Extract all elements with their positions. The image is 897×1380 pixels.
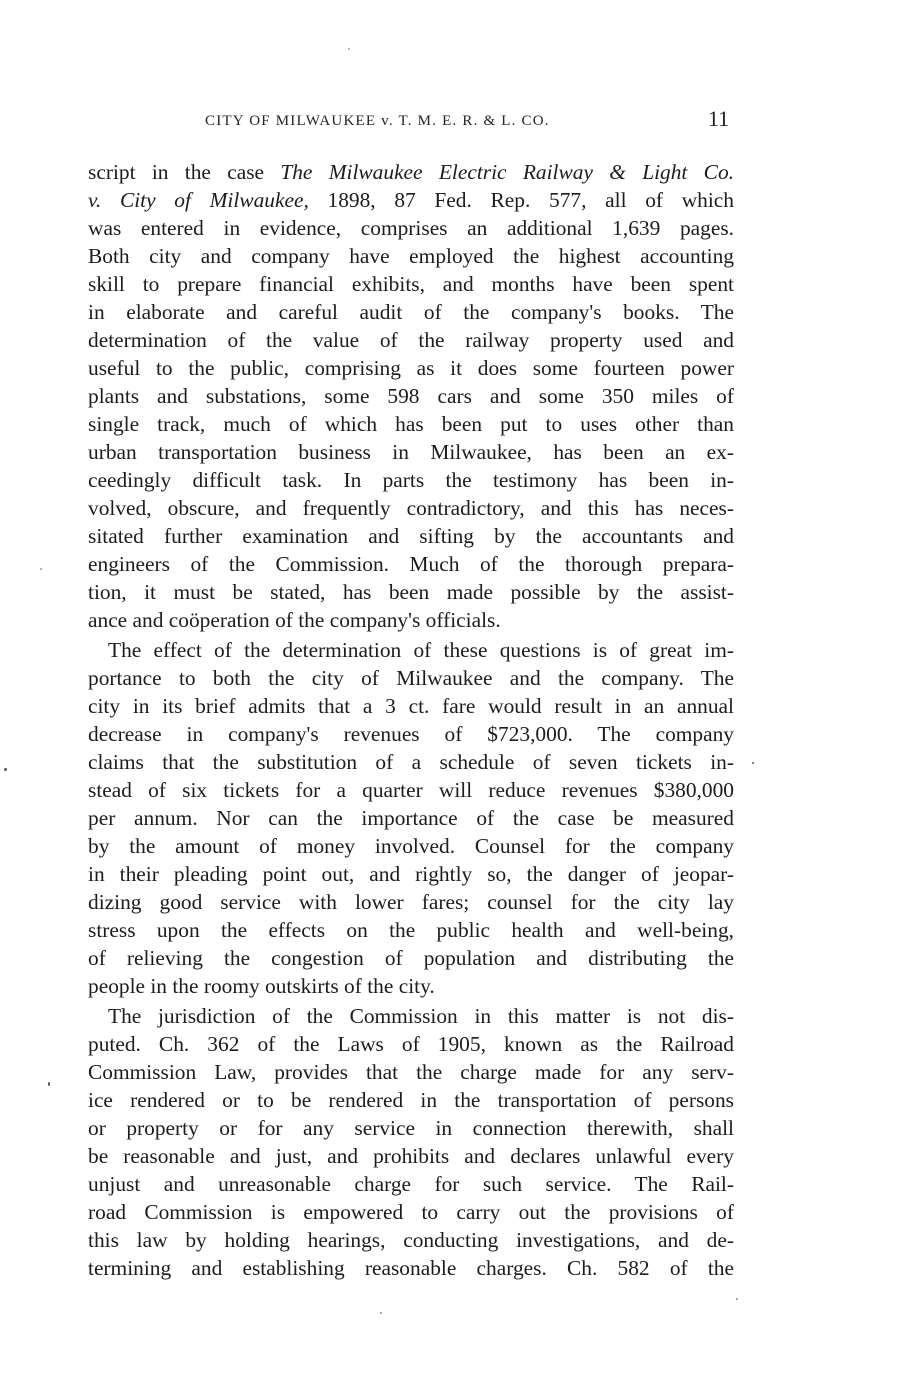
text-line: tion, it must be stated, has been made possible by the assist- (88, 580, 734, 604)
scan-speck (348, 48, 350, 50)
scan-speck (736, 1298, 738, 1300)
text-line: road Commission is empowered to carry out the provisions of (88, 1200, 734, 1224)
scan-speck (48, 1082, 50, 1086)
scan-speck (380, 1312, 382, 1314)
text-line: by the amount of money involved. Counsel for the company (88, 834, 734, 858)
scan-speck (40, 568, 42, 570)
text-line: Both city and company have employed the highest accounting (88, 244, 734, 268)
text-line: Commission Law, provides that the charge made for any serv- (88, 1060, 734, 1084)
text-line: determination of the value of the railway property used and (88, 328, 734, 352)
running-head: CITY OF MILWAUKEE v. T. M. E. R. & L. CO. (205, 113, 550, 129)
page-number: 11 (708, 106, 730, 131)
text-line: portance to both the city of Milwaukee and the company. The (88, 666, 734, 690)
scan-speck (4, 768, 7, 771)
text-line: single track, much of which has been put to uses other than (88, 412, 734, 436)
text-line: of relieving the congestion of population and distributing the (88, 946, 734, 970)
text-line: puted. Ch. 362 of the Laws of 1905, known as the Railroad (88, 1032, 734, 1056)
text-line: skill to prepare financial exhibits, and months have been spent (88, 272, 734, 296)
text-line: termining and establishing reasonable charges. Ch. 582 of the (88, 1256, 734, 1280)
text-line: stead of six tickets for a quarter will reduce revenues $380,000 (88, 778, 734, 802)
text-line: ance and coöperation of the company's officials. (88, 608, 501, 632)
text-line: this law by holding hearings, conducting investigations, and de- (88, 1228, 734, 1252)
text-line: was entered in evidence, comprises an additional 1,639 pages. (88, 216, 734, 240)
text-line: per annum. Nor can the importance of the case be measured (88, 806, 734, 830)
text-line: in elaborate and careful audit of the company's books. The (88, 300, 734, 324)
text-line: plants and substations, some 598 cars and some 350 miles of (88, 384, 734, 408)
scan-speck (752, 762, 754, 764)
text-line: sitated further examination and sifting by the accountants and (88, 524, 734, 548)
paragraph-first-line: The jurisdiction of the Commission in this matter is not dis- (108, 1004, 734, 1028)
text-line: ceedingly difficult task. In parts the testimony has been in- (88, 468, 734, 492)
text-line: be reasonable and just, and prohibits and declares unlawful every (88, 1144, 734, 1168)
text-line: unjust and unreasonable charge for such service. The Rail- (88, 1172, 734, 1196)
text-line: useful to the public, comprising as it does some fourteen power (88, 356, 734, 380)
text-line: in their pleading point out, and rightly so, the danger of jeopar- (88, 862, 734, 886)
text-line: ice rendered or to be rendered in the transportation of persons (88, 1088, 734, 1112)
paragraph-first-line: The effect of the determination of these questions is of great im- (108, 638, 734, 662)
text-line: dizing good service with lower fares; counsel for the city lay (88, 890, 734, 914)
text-line: v. City of Milwaukee, 1898, 87 Fed. Rep. 577, all of which (88, 188, 734, 212)
text-line: claims that the substitution of a schedule of seven tickets in- (88, 750, 734, 774)
text-line: decrease in company's revenues of $723,000. The company (88, 722, 734, 746)
text-line: urban transportation business in Milwaukee, has been an ex- (88, 440, 734, 464)
text-line: or property or for any service in connection therewith, shall (88, 1116, 734, 1140)
text-line: volved, obscure, and frequently contradictory, and this has neces- (88, 496, 734, 520)
text-line: city in its brief admits that a 3 ct. fare would result in an annual (88, 694, 734, 718)
text-line: people in the roomy outskirts of the city. (88, 974, 435, 998)
text-line: script in the case The Milwaukee Electric Railway & Light Co. (88, 160, 734, 184)
text-line: stress upon the effects on the public health and well-being, (88, 918, 734, 942)
text-line: engineers of the Commission. Much of the thorough prepara- (88, 552, 734, 576)
